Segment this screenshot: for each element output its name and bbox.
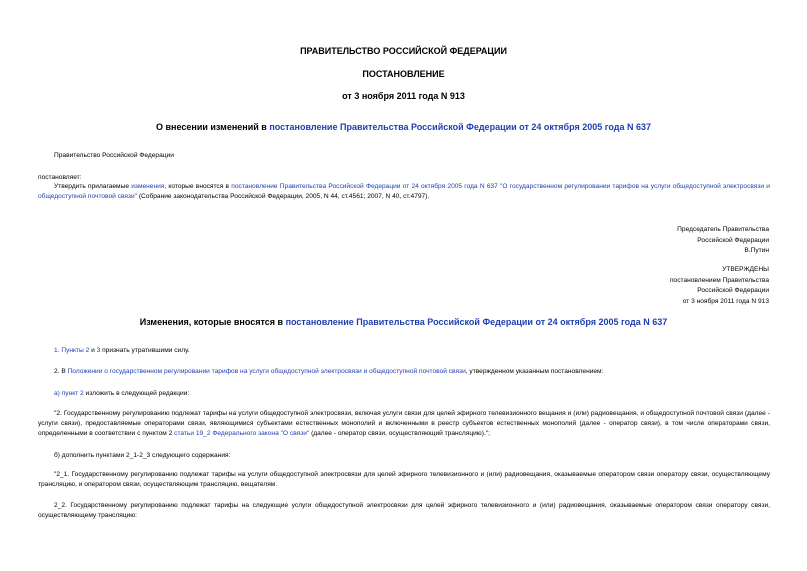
clause-2-link[interactable]: пункт 2 bbox=[61, 390, 84, 397]
item-1-num: 1. bbox=[54, 347, 62, 354]
item-2a-prefix: а) bbox=[54, 390, 62, 397]
item-2-num: 2. В bbox=[54, 368, 68, 375]
quote-clause-2-rest: (далее - оператор связи, осуществляющий трансляцию)."; bbox=[309, 430, 490, 437]
changes-title-link[interactable]: постановление Правительства Российской Федерации от 24 октября 2005 года N 637 bbox=[285, 317, 668, 327]
preamble-text-c: (Собрание законодательства Российской Федерации, 2005, N 44, ст.4561; 2007, N 40, ст.4797). bbox=[137, 193, 430, 200]
signature-line1: Председатель Правительства bbox=[677, 226, 769, 233]
item-2 bbox=[54, 367, 603, 377]
item-1 bbox=[54, 346, 190, 356]
item-2-rest: , утвержденном указанным постановлением: bbox=[465, 368, 604, 375]
regulation-link[interactable]: Положении о государственном регулировании тарифов на услуги общедоступной электросвязи и общедоступной почтовой связи bbox=[67, 368, 466, 375]
title-link[interactable]: постановление Правительства Российской Федерации от 24 октября 2005 года N 637 bbox=[269, 122, 651, 132]
approved-line4: от 3 ноября 2011 года N 913 bbox=[682, 297, 769, 305]
quote-clause-2-text: "2. Государственному регулированию подлежат тарифы на услуги общедоступной электросвязи, включая услуги связи для целей эфирного телевизионного вещания и (или) радиовещания, и общедоступной почтовой связи (далее - услуги связи), предоставляемые операторами связи, являющимися субъектами естественных монополий и включенными в реестр субъектов естественных монополий (далее - оператор связи), в том числе операторами связи, определенными в соответствии с пунктом 2 bbox=[38, 410, 770, 437]
item-2a bbox=[54, 389, 189, 399]
changes-title bbox=[0, 317, 807, 327]
quote-clause-2-1: "2_1. Государственному регулированию подлежат тарифы на услуги общедоступной электросвязи для целей эфирного телевизионного и (или) радиовещания, оказываемые оператором связи оператору связи, осуществляющему трансляцию, и оператором связи, осуществляющим трансляцию, вещателям. bbox=[38, 471, 770, 488]
signature-block bbox=[677, 225, 769, 257]
document-title bbox=[0, 122, 807, 132]
approved-line1: УТВЕРЖДЕНЫ bbox=[722, 266, 769, 273]
changes-title-prefix: Изменения, которые вносятся в bbox=[139, 317, 286, 327]
clauses-2-link[interactable]: Пункты 2 bbox=[61, 347, 90, 354]
org-heading: ПРАВИТЕЛЬСТВО РОССИЙСКОЙ ФЕДЕРАЦИИ bbox=[300, 46, 507, 56]
preamble-text-a: Утвердить прилагаемые bbox=[54, 183, 132, 190]
preamble-line1: Правительство Российской Федерации bbox=[54, 152, 174, 159]
preamble-paragraph bbox=[38, 182, 770, 202]
amendments-link[interactable]: изменения bbox=[131, 183, 165, 190]
signature-line2: Российской Федерации bbox=[697, 236, 769, 244]
title-prefix: О внесении изменений в bbox=[156, 122, 270, 132]
clause-3-link[interactable]: 3 bbox=[96, 347, 101, 354]
doc-type-heading: ПОСТАНОВЛЕНИЕ bbox=[362, 69, 445, 79]
resolution-637-link[interactable]: постановление Правительства Российской Федерации от 24 октября 2005 года N 637 "О государственном регулировании тарифов на услуги общедоступной электросвязи и общедоступной почтовой связи" bbox=[38, 183, 770, 200]
approved-line2: постановлением Правительства bbox=[669, 276, 769, 284]
item-2a-rest: изложить в следующей редакции: bbox=[83, 390, 190, 397]
approved-block bbox=[670, 265, 769, 307]
item-1-rest: признать утратившими силу. bbox=[100, 347, 190, 354]
item-2b: б) дополнить пунктами 2_1-2_3 следующего содержания: bbox=[54, 452, 231, 459]
law-on-communications-link[interactable]: "О связи" bbox=[280, 430, 310, 437]
approved-line3: Российской Федерации bbox=[697, 287, 769, 294]
preamble-line2: постановляет: bbox=[38, 174, 82, 181]
article-19-2-link[interactable]: статьи 19_2 Федерального закона bbox=[174, 430, 279, 437]
item-1-and: и bbox=[89, 347, 97, 354]
signature-line3: В.Путин bbox=[744, 247, 769, 254]
quote-clause-2 bbox=[38, 409, 770, 439]
date-number-heading: от 3 ноября 2011 года N 913 bbox=[342, 91, 465, 101]
preamble-text-b: , которые вносятся в bbox=[164, 183, 232, 190]
quote-clause-2-2: 2_2. Государственному регулированию подлежат тарифы на следующие услуги общедоступной электросвязи для целей эфирного телевизионного и (или) радиовещания, оказываемые оператором связи оператору связи, осуществляющему трансляцию: bbox=[38, 502, 770, 519]
